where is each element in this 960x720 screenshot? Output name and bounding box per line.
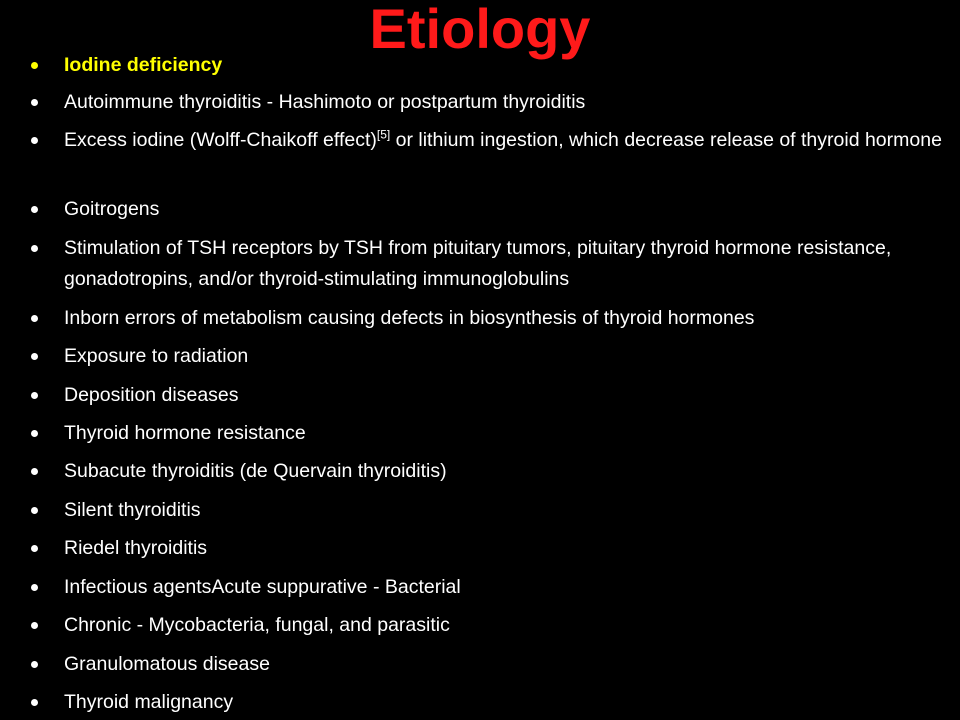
bullet-dot-icon — [31, 245, 38, 252]
bullet-dot-icon — [31, 392, 38, 399]
citation-superscript: [5] — [376, 127, 391, 142]
bullet-dot-icon — [31, 507, 38, 514]
bullet-dot-icon — [31, 545, 38, 552]
bullet-dot-icon — [31, 315, 38, 322]
bullet-text: Subacute thyroiditis (de Quervain thyroiditis) — [64, 460, 447, 482]
slide-title: Etiology — [369, 0, 591, 60]
bullet-dot-icon — [31, 468, 38, 475]
bullet-text: Iodine deficiency — [64, 54, 223, 76]
bullet-text: Infectious agentsAcute suppurative - Bacterial — [64, 576, 461, 598]
bullet-text: Goitrogens — [64, 198, 160, 220]
bullet-dot-icon — [31, 661, 38, 668]
bullet-dot-icon — [31, 206, 38, 213]
bullet-text: Exposure to radiation — [64, 345, 249, 367]
bullet-text: Thyroid malignancy — [64, 691, 234, 713]
bullet-text: Inborn errors of metabolism causing defects in biosynthesis of thyroid hormones — [64, 307, 755, 329]
bullet-dot-icon — [31, 62, 38, 69]
bullet-text: Chronic - Mycobacteria, fungal, and parasitic — [64, 614, 450, 636]
bullet-text: Thyroid hormone resistance — [64, 422, 306, 444]
bullet-dot-icon — [31, 137, 38, 144]
bullet-text: Silent thyroiditis — [64, 499, 201, 521]
bullet-dot-icon — [31, 622, 38, 629]
bullet-text: Deposition diseases — [64, 384, 239, 406]
bullet-dot-icon — [31, 99, 38, 106]
bullet-text: Stimulation of TSH receptors by TSH from pituitary tumors, pituitary thyroid hormone resistance, gonadotropins, and/or thyroid-stimulating immunoglobulins — [64, 237, 892, 290]
bullet-text: Granulomatous disease — [64, 653, 270, 675]
bullet-dot-icon — [31, 430, 38, 437]
bullet-text: Riedel thyroiditis — [64, 537, 208, 559]
bullet-dot-icon — [31, 699, 38, 706]
bullet-text-part: or lithium ingestion, which decrease release of thyroid hormone — [390, 129, 942, 151]
bullet-text — [64, 125, 952, 156]
bullet-dot-icon — [31, 584, 38, 591]
bullet-text-part: Excess iodine (Wolff-Chaikoff effect) — [64, 129, 377, 151]
bullet-dot-icon — [31, 353, 38, 360]
bullet-text: Autoimmune thyroiditis - Hashimoto or postpartum thyroiditis — [64, 91, 586, 113]
